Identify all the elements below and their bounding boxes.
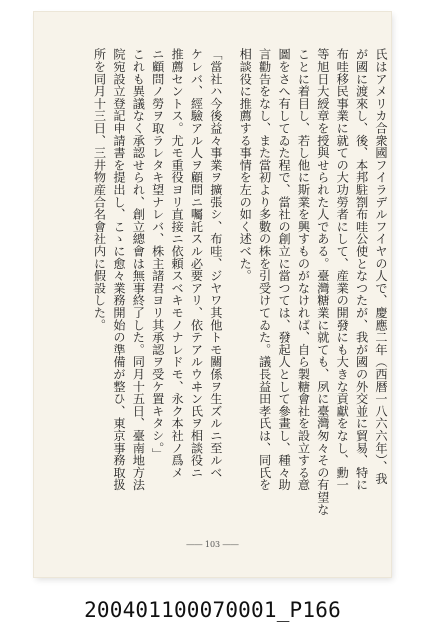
quote-column: 推薦セントス。尤モ重役ヨリ直接ニ依頼スベキモノナレドモ、永ク本社ノ爲メ bbox=[170, 48, 185, 479]
quote-column: 「當社ハ今後益々事業ヲ擴張シ、布哇、ジヤワ其他トモ關係ヲ生ズルニ至ルベ bbox=[208, 48, 223, 479]
quote-column: ニ顧問ノ勞ヲ取ラレタキ望ナレバ、株主諸君ヨリ其承認ヲ受ケ置キタシ。」 bbox=[150, 48, 165, 461]
text-column: 圖をさへ有してゐた程で、當社の創立に當つては、發起人として參畫し、種々助 bbox=[277, 48, 292, 491]
page-number: ―― 103 ―― bbox=[186, 540, 239, 549]
text-column: 所を同月十三日、三井物産合名會社内に假設した。 bbox=[92, 48, 107, 331]
vertical-text-body bbox=[56, 48, 390, 526]
text-column: が國に渡來し、後、本邦駐劄布哇公使となつたが、我が國の外交並に貿易、特に bbox=[354, 48, 369, 491]
text-column: 等旭日大綬章を授與せられた人である。臺灣糖業に就ても、夙に臺灣匆々その有望な bbox=[315, 48, 330, 516]
quote-column: ケレバ、經驗アル人ヲ顧問ニ囑託スル必要アリ、依テアルウヰン氏ヲ相談役ニ bbox=[189, 48, 204, 479]
document-page bbox=[34, 12, 391, 577]
text-column: 相談役に推薦する事情を左の如く述べた。 bbox=[238, 48, 253, 282]
text-column: 院宛設立登記申請書を提出し、こゝに愈々業務開始の準備が整ひ、東京事務取扱 bbox=[111, 48, 126, 491]
image-id-caption: 200401100070001_P166 bbox=[84, 598, 341, 622]
text-column: ことに着目し、若し他に斯業を興すものがなければ、自ら製糖會社を設立する意 bbox=[296, 48, 311, 491]
text-column: 言勸告をなし、また當初より多數の株を引受けてゐた。議長益田孝氏は、同氏を bbox=[257, 48, 272, 491]
text-column: これも異議なく承認せられ、創立總會は無事終了した。同月十五日、臺南地方法 bbox=[131, 48, 146, 491]
paragraph-gap bbox=[225, 48, 235, 526]
text-column: 氏はアメリカ合衆國フイラデルフイヤの人で、慶應二年（西暦一八六六年）、我 bbox=[374, 48, 388, 485]
text-column: 布哇移民事業に就ての大功勞者にして、産業の開發にも大きな貢獻をなし、勳一 bbox=[335, 48, 350, 491]
